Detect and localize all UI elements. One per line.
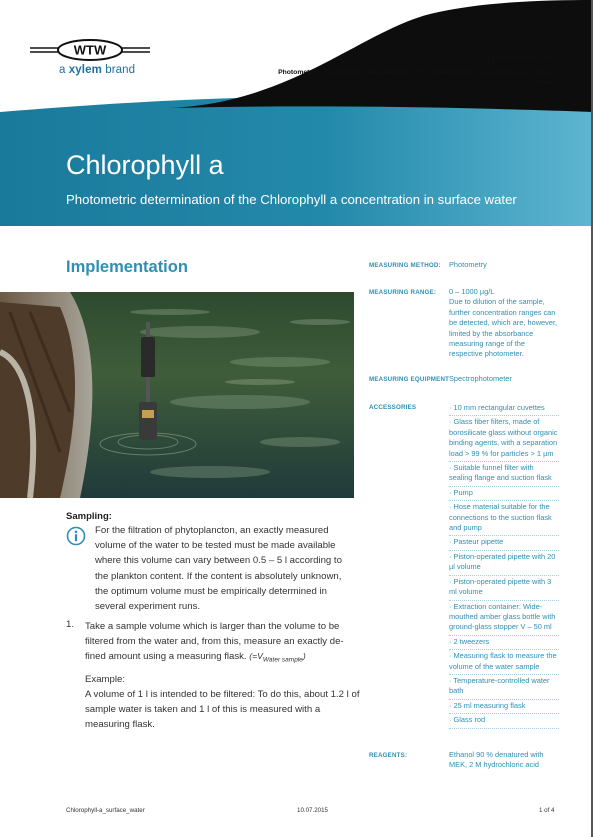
- footer-filename: Chlorophyll-a_surface_water: [66, 807, 145, 814]
- accessory-item: · Glass fiber filters, made of borosilicate glass without organic binding agents, with a separation load > 99 % for particles > 1 µm: [449, 416, 559, 462]
- accessory-item: · Hose material suitable for the connections to the suction flask and pump: [449, 501, 559, 536]
- sampling-paragraph: For the filtration of phytoplancton, an exactly measured volume of the water to be tested must be made available where this volume can vary between 0.5 – 5 l according to the plankton content. If the content is absolutely unknown, the optimum volume must be empirically determined in several experiment runs.: [95, 525, 342, 613]
- brand-tagline: a xylem brand: [59, 64, 136, 76]
- svg-text:WTW: WTW: [73, 42, 107, 58]
- sampling-heading: Sampling:: [66, 511, 112, 522]
- accessory-item: · Suitable funnel filter with sealing flange and suction flask: [449, 462, 559, 487]
- measuring-equipment-value: Spectrophotometer: [449, 374, 512, 383]
- step-paragraph: Take a sample volume which is larger than the volume to be filtered from the water and, from this, measure an exactly de-fined amount using a measuring flask. $(=V_{Water sample})$: [85, 621, 344, 665]
- measuring-method-label: MEASURING METHOD:: [369, 262, 441, 269]
- measuring-equipment-label: MEASURING EQUIPMENT: [369, 376, 450, 383]
- report-type: Application report: [481, 53, 555, 64]
- accessory-item: · Pump: [449, 487, 559, 501]
- example-label: Example:: [85, 674, 125, 685]
- info-icon: [66, 526, 86, 546]
- lake-sampling-photo: [0, 292, 354, 498]
- section-heading: Implementation: [66, 258, 188, 276]
- accessory-item: · Piston-operated pipette with 20 µl volume: [449, 551, 559, 576]
- accessory-item: · Extraction container: Wide-mouthed amber glass bottle with ground-glass stopper V – 50 ml: [449, 601, 559, 636]
- measuring-range-label: MEASURING RANGE:: [369, 289, 437, 296]
- document-subtitle: Photometric determination of the Chlorophyll a concentration in surface water: [66, 192, 517, 207]
- example-paragraph: A volume of 1 l is intended to be filtered: To do this, about 1.2 l of sample water is taken and 1 l of this is measured with a measuring flask.: [85, 689, 360, 731]
- accessory-item: · Measuring flask to measure the volume of the water sample: [449, 650, 559, 675]
- formula: $(=V_{Water sample})$: [249, 651, 306, 665]
- accessory-item: · 10 mm rectangular cuvettes: [449, 402, 559, 416]
- accessory-item: · Piston-operated pipette with 3 ml volume: [449, 576, 559, 601]
- document-title: Chlorophyll a: [66, 150, 224, 180]
- report-subtitle: Photometry • Photometric determination of the Chlorophyll a concentration in surface water: [278, 69, 555, 86]
- footer-date: 10.07.2015: [297, 807, 328, 814]
- reagents-value: Ethanol 90 % denatured with MEK, 2 M hydrochloric acid: [449, 750, 544, 770]
- measuring-method-value: Photometry: [449, 260, 487, 269]
- accessory-item: · 25 ml measuring flask: [449, 700, 559, 714]
- accessory-item: · Glass rod: [449, 714, 559, 728]
- footer-page-number: 1 of 4: [539, 807, 555, 814]
- accessories-list: [449, 402, 559, 729]
- accessory-item: · Pasteur pipette: [449, 536, 559, 550]
- accessories-label: ACCESSORIES: [369, 404, 417, 411]
- accessory-item: · Temperature-controlled water bath: [449, 675, 559, 700]
- reagents-label: REAGENTS:: [369, 752, 408, 759]
- measuring-range-value: 0 – 1000 µg/L Due to dilution of the sample, further concentration ranges can be detected, which are, however, limited by the absorbance measuring range of the respective photometer.: [449, 287, 558, 359]
- wtw-logo: [30, 40, 150, 60]
- step-number: 1.: [66, 619, 75, 630]
- accessory-item: · 2 tweezers: [449, 636, 559, 650]
